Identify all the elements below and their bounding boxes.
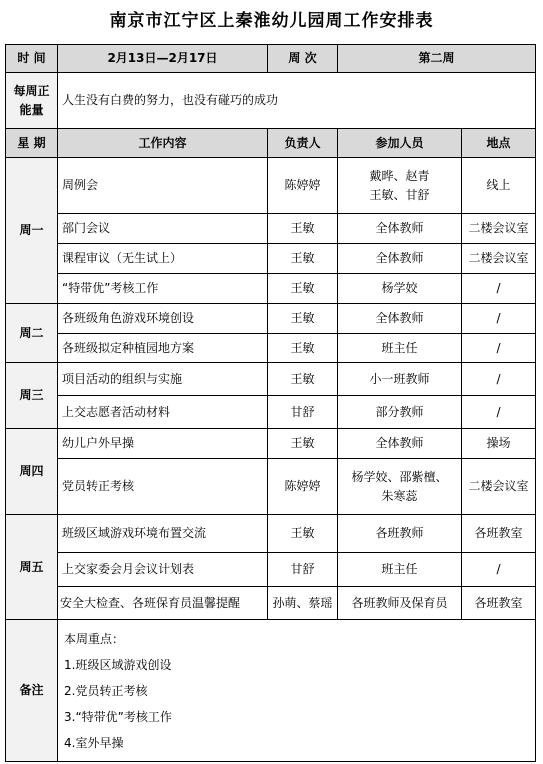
col-day: 星 期 <box>6 129 58 158</box>
row-content: “特带优”考核工作 <box>58 274 268 304</box>
row-participants: 全体教师 <box>338 429 462 459</box>
day-thursday: 周四 <box>6 429 58 515</box>
row-owner: 王敏 <box>268 214 338 244</box>
row-participants: 各班教师及保育员 <box>338 587 462 620</box>
row-content: 党员转正考核 <box>58 459 268 515</box>
col-owner: 负责人 <box>268 129 338 158</box>
row-owner: 孙萌、蔡瑶 <box>268 587 338 620</box>
page-title: 南京市江宁区上秦淮幼儿园周工作安排表 <box>109 11 434 31</box>
row-place: 各班教室 <box>462 515 536 553</box>
table-row <box>6 304 536 334</box>
row-owner: 王敏 <box>268 304 338 334</box>
column-header-row <box>6 129 536 158</box>
motto-text: 人生没有白费的努力，也没有碰巧的成功 <box>58 73 536 129</box>
table-row <box>6 363 536 396</box>
row-content: 班级区域游戏环境布置交流 <box>58 515 268 553</box>
row-participants: 部分教师 <box>338 396 462 429</box>
row-participants: 全体教师 <box>338 304 462 334</box>
remarks-item: 4.室外早操 <box>64 736 124 750</box>
row-place: / <box>462 334 536 363</box>
row-participants: 小一班教师 <box>338 363 462 396</box>
motto-row <box>6 73 536 129</box>
row-content: 部门会议 <box>58 214 268 244</box>
participant-line: 杨学姣、邵紫檀、 <box>351 469 448 484</box>
row-content: 各班级角色游戏环境创设 <box>58 304 268 334</box>
row-place: 二楼会议室 <box>462 244 536 274</box>
date-range: 2月13日—2月17日 <box>58 45 268 73</box>
row-participants: 全体教师 <box>338 244 462 274</box>
table-row <box>6 334 536 363</box>
row-place: 二楼会议室 <box>462 214 536 244</box>
header-row <box>6 45 536 73</box>
participant-line: 戴晔、赵青 <box>369 168 430 183</box>
table-row <box>6 158 536 214</box>
row-place: 二楼会议室 <box>462 459 536 515</box>
col-place: 地点 <box>462 129 536 158</box>
row-owner: 王敏 <box>268 515 338 553</box>
time-label: 时 间 <box>6 45 58 73</box>
row-owner: 陈婷婷 <box>268 459 338 515</box>
row-place: / <box>462 304 536 334</box>
row-owner: 陈婷婷 <box>268 158 338 214</box>
row-participants <box>338 158 462 214</box>
remarks-item: 1.班级区域游戏创设 <box>64 658 172 672</box>
day-friday: 周五 <box>6 515 58 620</box>
row-owner: 甘舒 <box>268 553 338 587</box>
row-participants: 班主任 <box>338 553 462 587</box>
table-row <box>6 553 536 587</box>
table-row <box>6 459 536 515</box>
row-owner: 王敏 <box>268 274 338 304</box>
row-participants <box>338 459 462 515</box>
row-place: 线上 <box>462 158 536 214</box>
remarks-content <box>58 620 536 762</box>
table-row <box>6 587 536 620</box>
row-content: 项目活动的组织与实施 <box>58 363 268 396</box>
row-content: 上交家委会月会议计划表 <box>58 553 268 587</box>
row-owner: 甘舒 <box>268 396 338 429</box>
week-value: 第二周 <box>338 45 536 73</box>
remarks-item: 2.党员转正考核 <box>64 684 148 698</box>
schedule-table <box>5 44 536 762</box>
day-monday: 周一 <box>6 158 58 304</box>
row-place: / <box>462 396 536 429</box>
day-wednesday: 周三 <box>6 363 58 429</box>
row-content: 幼儿户外早操 <box>58 429 268 459</box>
remarks-label: 备注 <box>6 620 58 762</box>
col-participants: 参加人员 <box>338 129 462 158</box>
row-participants: 杨学姣 <box>338 274 462 304</box>
remarks-row <box>6 620 536 762</box>
motto-label: 每周正能量 <box>6 73 58 129</box>
row-content: 课程审议（无生试上） <box>58 244 268 274</box>
table-row <box>6 244 536 274</box>
day-tuesday: 周二 <box>6 304 58 363</box>
table-row <box>6 396 536 429</box>
row-participants: 全体教师 <box>338 214 462 244</box>
row-participants: 各班教师 <box>338 515 462 553</box>
row-content: 上交志愿者活动材料 <box>58 396 268 429</box>
row-owner: 王敏 <box>268 429 338 459</box>
table-row <box>6 515 536 553</box>
table-row <box>6 429 536 459</box>
row-place: / <box>462 363 536 396</box>
row-place: 操场 <box>462 429 536 459</box>
week-label: 周 次 <box>268 45 338 73</box>
row-place: / <box>462 553 536 587</box>
remarks-item: 3.“特带优”考核工作 <box>64 710 172 724</box>
row-place: 各班教室 <box>462 587 536 620</box>
row-place: / <box>462 274 536 304</box>
table-row <box>6 214 536 244</box>
row-owner: 王敏 <box>268 244 338 274</box>
row-owner: 王敏 <box>268 334 338 363</box>
remarks-heading: 本周重点： <box>64 632 125 646</box>
col-content: 工作内容 <box>58 129 268 158</box>
row-content: 周例会 <box>58 158 268 214</box>
table-row <box>6 274 536 304</box>
row-content: 安全大检查、各班保育员温馨提醒 <box>58 587 268 620</box>
participant-line: 朱寒蕊 <box>381 488 418 503</box>
row-content: 各班级拟定种植园地方案 <box>58 334 268 363</box>
row-owner: 王敏 <box>268 363 338 396</box>
row-participants: 班主任 <box>338 334 462 363</box>
participant-line: 王敏、甘舒 <box>369 187 430 202</box>
